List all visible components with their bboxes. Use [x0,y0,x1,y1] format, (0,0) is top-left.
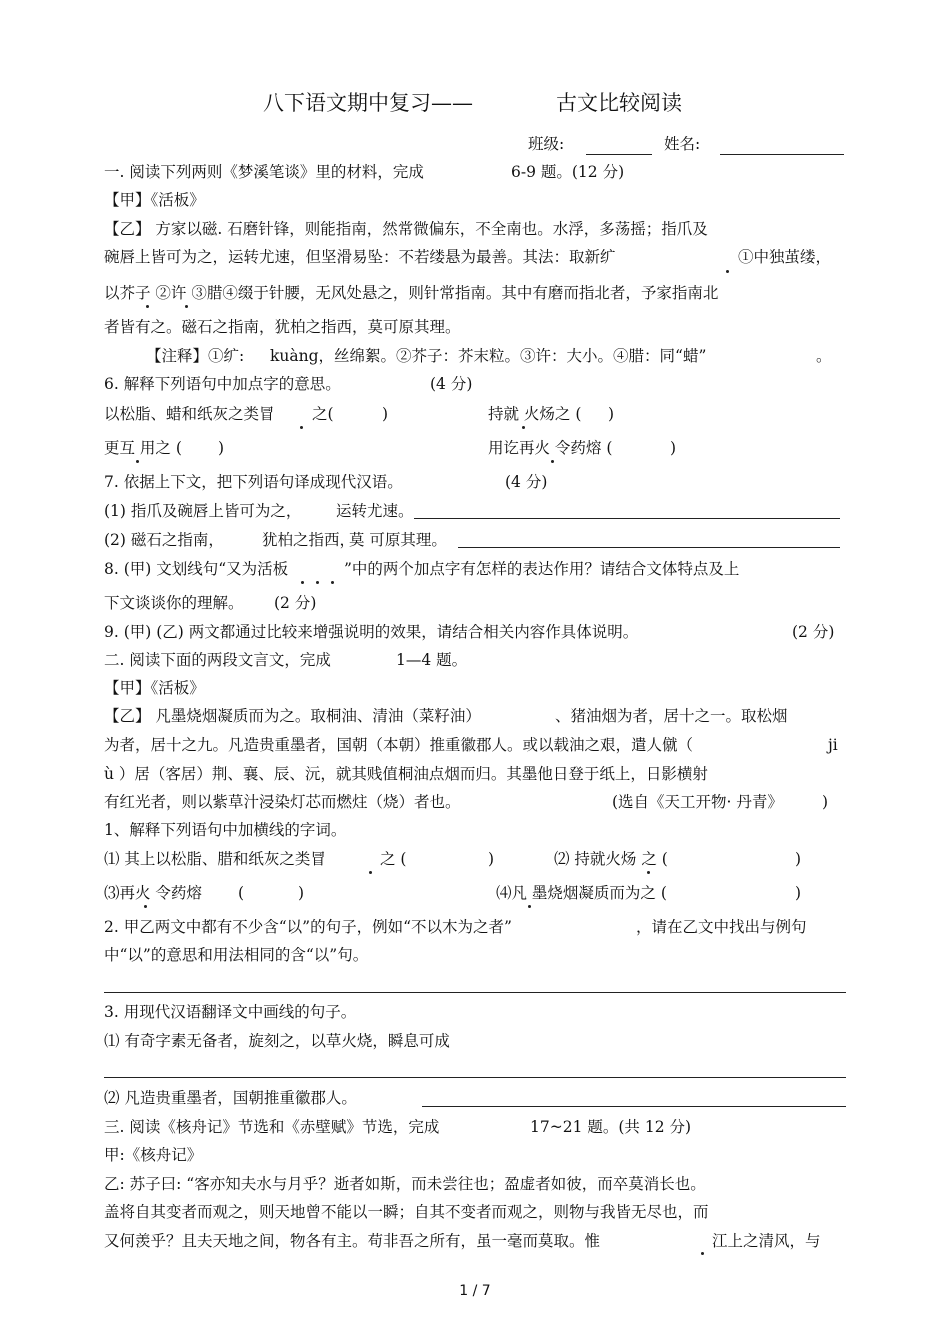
section1-yi-line-4: 者皆有之。磁石之指南，犹柏之指西，莫可原其理。 [104,318,461,336]
section3-yi-line-1: 乙: 苏子曰: “客亦知夫水与月乎？逝者如斯，而未尝往也；盈虚者如彼，而卒莫消长也。 [104,1175,706,1193]
q7-item-1-tail: 运转尤速。 [336,502,414,520]
question-7: 7. 依据上下文，把下列语句译成现代汉语。 [104,473,403,491]
s2-q1-item-1-close: ) [488,850,495,868]
emphasis-dot [301,581,304,584]
emphasis-dot [316,581,319,584]
emphasis-dot [300,426,303,429]
question-8-line-2: 下文谈谈你的理解。 [104,594,244,612]
question-7-score: (4 分) [505,473,548,491]
question-9-score: (2 分) [792,623,835,641]
question-6-score: (4 分) [430,375,473,393]
answer-line [104,992,846,993]
section2-heading: 二. 阅读下面的两段文言文，完成 [104,651,331,669]
emphasis-dot [369,871,372,874]
s2-question-2-line-2: 中“以”的意思和用法相同的含“以”句。 [104,946,369,964]
emphasis-dot [647,871,650,874]
q6-item-1-open: 之( [312,405,334,423]
s2-q1-item-1-open: 之 ( [380,850,407,868]
name-label: 姓名: [664,135,701,153]
section3-heading: 三. 阅读《核舟记》节选和《赤壁赋》节选，完成 [104,1118,440,1136]
q6-item-1-close: ) [382,405,389,423]
answer-line [458,547,840,548]
page-number: 1 / 7 [459,1283,491,1299]
section2-source-close: ) [822,793,829,811]
section1-heading: 一. 阅读下列两则《梦溪笔谈》里的材料，完成 [104,163,424,181]
section1-yi-line-1: 【乙】 方家以磁. 石磨针锋，则能指南，然常微偏东，不全南也。水浮，多荡摇；指爪及 [104,220,708,238]
answer-line [422,1106,846,1107]
s2-q1-item-1: ⑴ 其上以松脂、腊和纸灰之类冒 [104,850,326,868]
s2-q3-item-2: ⑵ 凡造贵重墨者，国朝推重徽郡人。 [104,1089,357,1107]
q6-item-4-close: ) [670,439,677,457]
section2-source: (选自《天工开物· 丹青》 [612,793,783,811]
s2-q1-item-2: ⑵ 持就火炀 之 ( [554,850,668,868]
doc-subtitle: 古文比较阅读 [556,91,682,115]
class-label: 班级: [528,135,565,153]
s2-q1-item-3-open: ( [238,884,245,902]
emphasis-dot [144,905,147,908]
s2-question-3: 3. 用现代汉语翻译文中画线的句子。 [104,1003,357,1021]
emphasis-dot [551,460,554,463]
section1-yi-line-2: 碗唇上皆可为之，运转尤速，但坚滑易坠：不若缕悬为最善。其法：取新纩 [104,248,616,266]
section2-yi-line-1: 【乙】 凡墨烧烟凝质而为之。取桐油、清油（菜籽油） [104,707,481,725]
section1-note-body: kuàng，丝绵絮。②芥子：芥末粒。③许：大小。④腊：同“蜡” [270,347,707,365]
class-blank [586,154,652,155]
section2-yi-line-4: 有红光者，则以紫草汁浸染灯芯而燃炷（烧）者也。 [104,793,461,811]
q7-item-2: (2) 磁石之指南， [104,531,224,549]
section3-yi-line-3-tail: 江上之清风，与 [712,1232,821,1250]
section2-yi-line-1-tail: 、猪油烟为者，居十之一。取松烟 [555,707,788,725]
emphasis-dot [528,905,531,908]
question-8-score: (2 分) [274,594,317,612]
s2-question-2: 2. 甲乙两文中都有不少含“以”的句子，例如“不以木为之者” [104,918,512,936]
answer-line [104,1077,846,1078]
q7-item-1: (1) 指爪及碗唇上皆可为之， [104,502,302,520]
section2-yi-line-2: 为者，居十之九。凡造贵重墨者，国朝（本朝）推重徽郡人。或以载油之艰，遣人僦（ [104,736,694,754]
emphasis-dot [726,270,729,273]
emphasis-dot [331,581,334,584]
s2-q1-item-3-close: ) [298,884,305,902]
s2-q1-item-2-close: ) [795,850,802,868]
section1-jia: 【甲】《活板》 [104,191,205,209]
section2-yi-line-2-tail: ji [828,736,838,754]
section3-yi-line-3: 又何羡乎？且夫天地之间，物各有主。苟非吾之所有，虽一毫而莫取。惟 [104,1232,601,1250]
section3-jia: 甲:《核舟记》 [104,1146,203,1164]
s2-q3-item-1: ⑴ 有奇字素无备者，旋刻之，以草火烧，瞬息可成 [104,1032,450,1050]
section2-jia: 【甲】《活板》 [104,679,205,697]
question-9: 9. (甲) (乙) 两文都通过比较来增强说明的效果，请结合相关内容作具体说明。 [104,623,639,641]
emphasis-dot [185,305,188,308]
emphasis-dot [136,460,139,463]
doc-title: 八下语文期中复习—— [263,91,473,115]
q6-item-1: 以松脂、蜡和纸灰之类冒 [104,405,275,423]
q7-item-2-tail: 莫 可原其理。 [349,531,447,549]
section1-yi-line-3: 以芥子 ②许 ③腊④缀于针腰，无风处悬之，则针常指南。其中有磨而指北者，予家指南北 [104,284,719,302]
emphasis-dot [146,305,149,308]
q6-item-3-close: ) [218,439,225,457]
q6-item-2-close: ) [608,405,615,423]
s2-question-2-cont: ，请在乙文中找出与例句 [636,918,807,936]
section1-heading-range: 6-9 题。(12 分) [511,163,625,181]
section1-yi-line-2-tail: ①中独茧缕， [738,248,832,266]
section1-note-end: 。 [816,347,832,365]
s2-question-1: 1、解释下列语句中加横线的字词。 [104,821,347,839]
section3-yi-line-2: 盖将自其变者而观之，则天地曾不能以一瞬；自其不变者而观之，则物与我皆无尽也，而 [104,1203,709,1221]
section1-note-label: 【注释】①纩: [146,347,245,365]
section2-heading-range: 1—4 题。 [396,651,468,669]
q6-item-3: 更互 用之 ( [104,439,182,457]
question-8: 8. (甲) 文划线句“又为活板 [104,560,289,578]
question-6: 6. 解释下列语句中加点字的意思。 [104,375,341,393]
s2-q1-item-4: ⑷凡 墨烧烟凝质而为之 ( [496,884,667,902]
section3-heading-range: 17~21 题。(共 12 分) [530,1118,692,1136]
q7-item-2-mid: 犹柏之指西， [262,531,356,549]
name-blank [720,154,844,155]
q6-item-4: 用讫再火 令药熔 ( [488,439,613,457]
s2-q1-item-3: ⑶再火 令药熔 [104,884,202,902]
emphasis-dot [701,1252,704,1255]
q6-item-2: 持就 火炀之 ( [488,405,582,423]
answer-line [414,518,840,519]
emphasis-dot [522,426,525,429]
question-8-cont: ”中的两个加点字有怎样的表达作用？请结合文体特点及上 [344,560,740,578]
section2-yi-line-3: ù ）居（客居）荆、襄、辰、沅，就其贱值桐油点烟而归。其墨他日登于纸上，日影横射 [104,765,708,783]
s2-q1-item-4-close: ) [795,884,802,902]
